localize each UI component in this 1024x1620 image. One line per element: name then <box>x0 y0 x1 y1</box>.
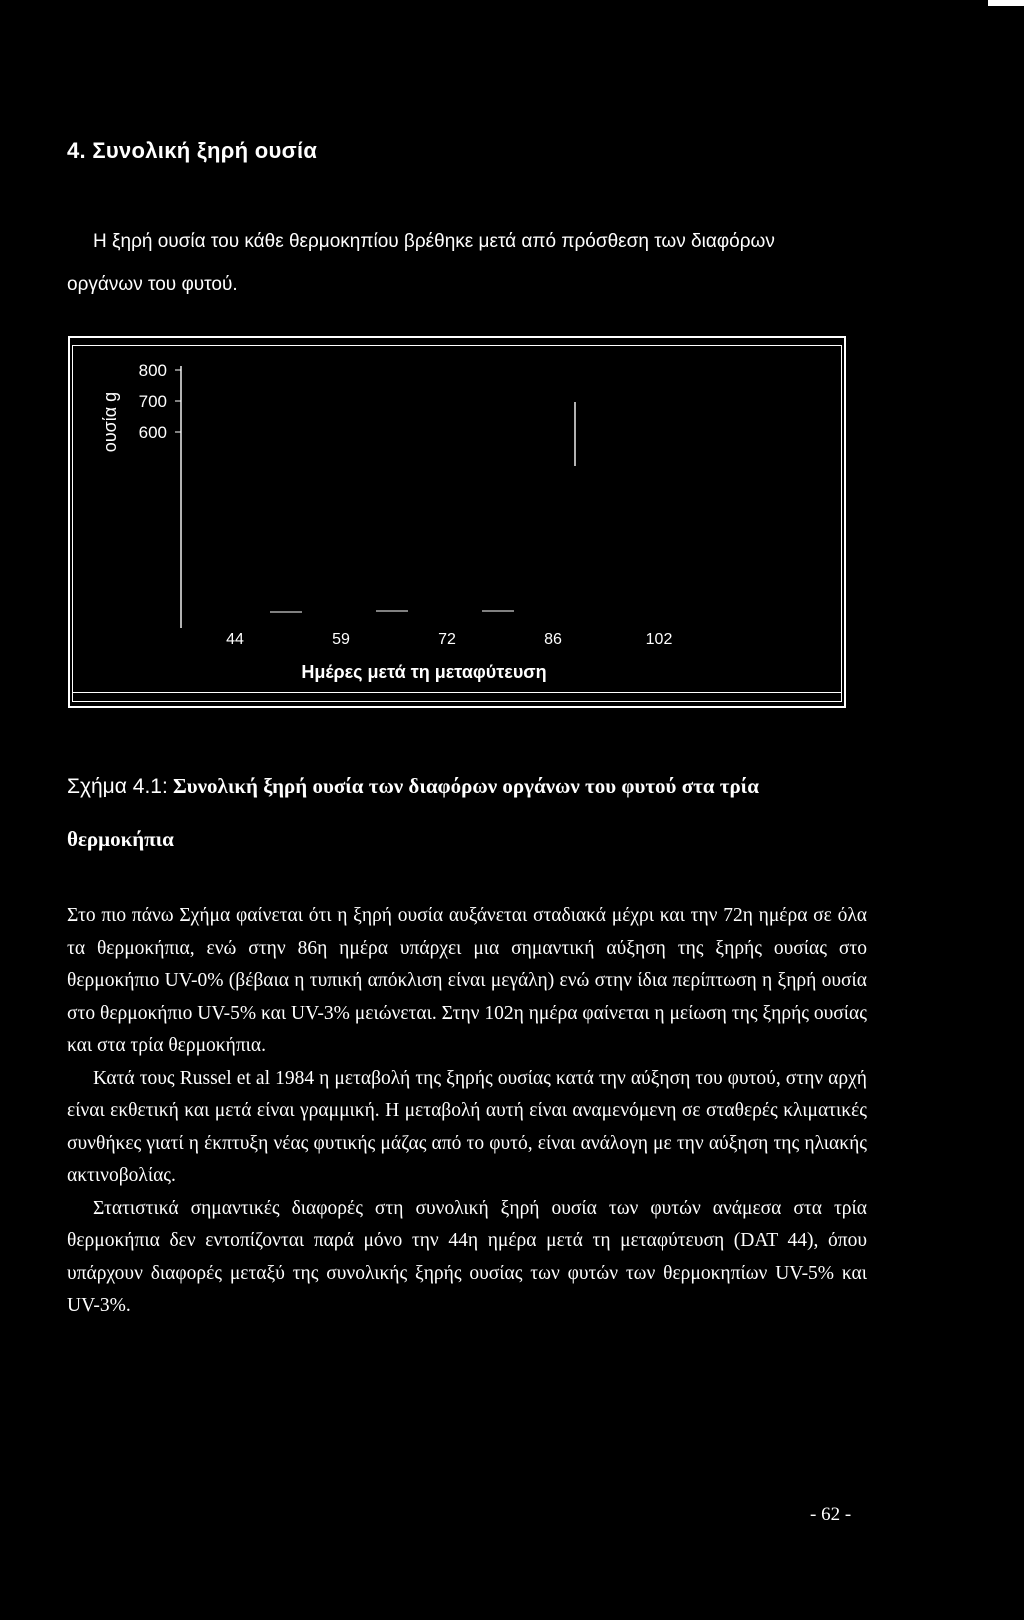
section-heading: 4. Συνολική ξηρή ουσία <box>67 138 318 163</box>
paragraph-3: Στατιστικά σημαντικές διαφορές στη συνολική ξηρή ουσία των φυτών ανάμεσα στα τρία θερμοκήπια δεν εντοπίζονται παρά μόνο την 44η ημέρα μετά τη μεταφύτευση (DAT 44), όπου υπάρχουν διαφορές μεταξύ της συνολικής ξηρής ουσίας των φυτών των θερμοκηπίων UV-5% και UV-3%. <box>67 1197 867 1316</box>
caption-text-2: θερμοκήπια <box>67 827 174 851</box>
x-tick-label: 72 <box>438 631 456 648</box>
paragraph-1: Στο πιο πάνω Σχήμα φαίνεται ότι η ξηρή ουσία αυξάνεται σταδιακά μέχρι και την 72η ημέρα σε όλα τα θερμοκήπια, ενώ στην 86η ημέρα υπάρχει μια σημαντική αύξηση της ξηρής ουσίας στο θερμοκήπιο UV-0% (βέβαια η τυπική απόκλιση είναι μεγάλη) ενώ στην ίδια περίπτωση η ξηρή ουσία στο θερμοκήπιο UV-5% και UV-3% μειώνεται. Στην 102η ημέρα φαίνεται η μείωση της ξηρής ουσίας και στα τρία θερμοκήπια. <box>67 905 867 1056</box>
x-tick-label: 102 <box>645 631 673 648</box>
page-corner-mark <box>988 0 1024 6</box>
caption-text-1: Συνολική ξηρή ουσία των διαφόρων οργάνων του φυτού στα τρία <box>173 774 759 798</box>
caption-line-1 <box>67 760 927 813</box>
figure-caption <box>67 760 927 865</box>
y-tick-label: 800 <box>138 361 167 380</box>
caption-label: Σχήμα 4.1: <box>67 775 168 798</box>
intro-line-1: Η ξηρή ουσία του κάθε θερμοκηπίου βρέθηκε μετά από πρόσθεση των διαφόρων <box>93 231 775 252</box>
y-tick-label: 700 <box>138 392 167 411</box>
dry-matter-chart <box>70 338 848 710</box>
x-tick-label: 44 <box>226 631 244 648</box>
chart-frame <box>68 336 846 708</box>
page-number: - 62 - <box>810 1504 852 1525</box>
paragraph-2: Κατά τους Russel et al 1984 η μεταβολή της ξηρής ουσίας κατά την αύξηση του φυτού, στην αρχή είναι εκθετική και μετά είναι γραμμική. Η μεταβολή αυτή είναι αναμενόμενη σε σταθερές κλιματικές συνθήκες γιατί η έκπτυξη νέας φυτικής μάζας από το φυτό, είναι ανάλογη με την αύξηση της ηλιακής ακτινοβολίας. <box>67 1067 867 1186</box>
y-axis-label: ουσία g <box>100 391 120 453</box>
body-text <box>67 900 867 1323</box>
intro-paragraph <box>67 220 867 306</box>
intro-line-2: οργάνων του φυτού. <box>67 274 238 295</box>
x-axis-label: Ημέρες μετά τη μεταφύτευση <box>301 662 547 682</box>
x-tick-label: 86 <box>544 631 562 648</box>
x-tick-label: 59 <box>332 631 350 648</box>
y-tick-label: 600 <box>138 423 167 442</box>
